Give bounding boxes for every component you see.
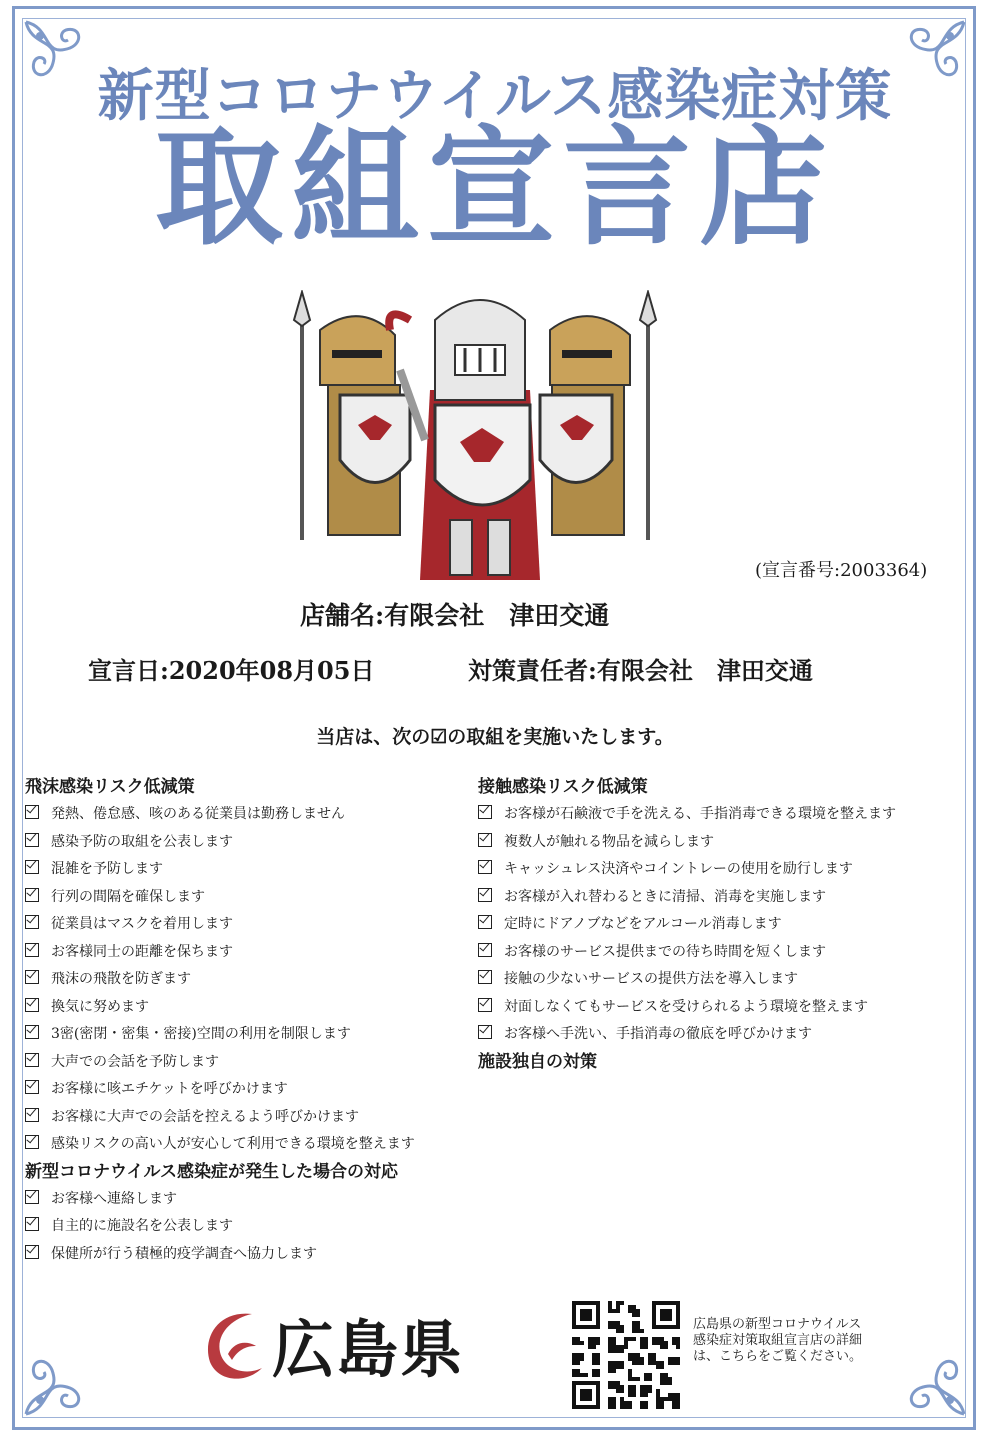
checkbox-checked-icon: [478, 888, 492, 902]
checkbox-checked-icon: [478, 943, 492, 957]
checkbox-checked-icon: [25, 888, 39, 902]
list-item: 発熱、倦怠感、咳のある従業員は勤務しません: [25, 801, 415, 829]
declaration-number: (宣言番号:2003364): [755, 560, 928, 581]
corner-ornament-icon: [858, 1328, 968, 1418]
list-item: お客様のサービス提供までの待ち時間を短くします: [478, 939, 896, 967]
prefecture-name: 広島県: [272, 1313, 465, 1386]
list-item: お客様に咳エチケットを呼びかけます: [25, 1076, 415, 1104]
checkbox-checked-icon: [478, 1025, 492, 1039]
responsible-person: 対策責任者:有限会社 津田交通: [468, 656, 813, 685]
list-item: 対面しなくてもサービスを受けられるよう環境を整えます: [478, 994, 896, 1022]
list-item: お客様が入れ替わるときに清掃、消毒を実施します: [478, 884, 896, 912]
list-item: 大声での会話を予防します: [25, 1049, 415, 1077]
declaration-date: 宣言日:2020年08月05日: [88, 656, 375, 685]
list-item: 感染リスクの高い人が安心して利用できる環境を整えます: [25, 1131, 415, 1159]
checkbox-checked-icon: [25, 805, 39, 819]
corner-ornament-icon: [22, 1328, 132, 1418]
checkbox-checked-icon: [478, 805, 492, 819]
list-item: お客様同士の距離を保ちます: [25, 939, 415, 967]
list-item: お客様に大声での会話を控えるよう呼びかけます: [25, 1104, 415, 1132]
list-item: 換気に努めます: [25, 994, 415, 1022]
checkbox-checked-icon: [25, 1190, 39, 1204]
checkbox-checked-icon: [25, 860, 39, 874]
checkbox-checked-icon: [25, 833, 39, 847]
list-item: 自主的に施設名を公表します: [25, 1213, 415, 1241]
list-item: 行列の間隔を確保します: [25, 884, 415, 912]
left-column: [25, 774, 415, 1268]
checkbox-checked-icon: [25, 1053, 39, 1067]
list-item: キャッシュレス決済やコイントレーの使用を励行します: [478, 856, 896, 884]
checkbox-checked-icon: [478, 998, 492, 1012]
checkbox-checked-icon: [478, 970, 492, 984]
own-measures-title: 施設独自の対策: [478, 1051, 597, 1072]
list-item: 感染予防の取組を公表します: [25, 829, 415, 857]
outbreak-section-title: 新型コロナウイルス感染症が発生した場合の対応: [25, 1161, 398, 1182]
list-item: 3密(密閉・密集・密接)空間の利用を制限します: [25, 1021, 415, 1049]
checkbox-checked-icon: [25, 1245, 39, 1259]
list-item: 複数人が触れる物品を減らします: [478, 829, 896, 857]
checkbox-checked-icon: [25, 970, 39, 984]
checkbox-checked-icon: [25, 1108, 39, 1122]
subtitle: 新型コロナウイルス感染症対策: [97, 63, 893, 129]
qr-code-icon[interactable]: [572, 1301, 680, 1409]
checkbox-checked-icon: [25, 1025, 39, 1039]
checkbox-checked-icon: [25, 915, 39, 929]
list-item: お客様へ手洗い、手指消毒の徹底を呼びかけます: [478, 1021, 896, 1049]
list-item: 飛沫の飛散を防ぎます: [25, 966, 415, 994]
list-item: お客様へ連絡します: [25, 1186, 415, 1214]
droplet-section-title: 飛沫感染リスク低減策: [25, 777, 195, 797]
knights-illustration-icon: [290, 290, 670, 580]
list-item: 定時にドアノブなどをアルコール消毒します: [478, 911, 896, 939]
list-item: 混雑を予防します: [25, 856, 415, 884]
list-item: 接触の少ないサービスの提供方法を導入します: [478, 966, 896, 994]
checkbox-checked-icon: [478, 860, 492, 874]
hiroshima-logo-icon: [200, 1306, 270, 1386]
checkbox-checked-icon: [478, 915, 492, 929]
right-column: [478, 774, 896, 1076]
list-item: 従業員はマスクを着用します: [25, 911, 415, 939]
checkbox-checked-icon: [25, 998, 39, 1012]
checkbox-checked-icon: [25, 1217, 39, 1231]
store-name: 店舗名:有限会社 津田交通: [300, 601, 610, 630]
checkbox-checked-icon: [25, 943, 39, 957]
checkbox-checked-icon: [25, 1135, 39, 1149]
list-item: 保健所が行う積極的疫学調査へ協力します: [25, 1241, 415, 1269]
qr-note: 広島県の新型コロナウイルス感染症対策取組宣言店の詳細は、こちらをご覧ください。: [693, 1317, 863, 1364]
checkbox-checked-icon: [25, 1080, 39, 1094]
list-item: お客様が石鹸液で手を洗える、手指消毒できる環境を整えます: [478, 801, 896, 829]
contact-section-title: 接触感染リスク低減策: [478, 777, 648, 797]
page-title: 取組宣言店: [154, 113, 835, 263]
checkbox-checked-icon: [478, 833, 492, 847]
intro-text: 当店は、次の☑の取組を実施いたします。: [316, 726, 674, 748]
